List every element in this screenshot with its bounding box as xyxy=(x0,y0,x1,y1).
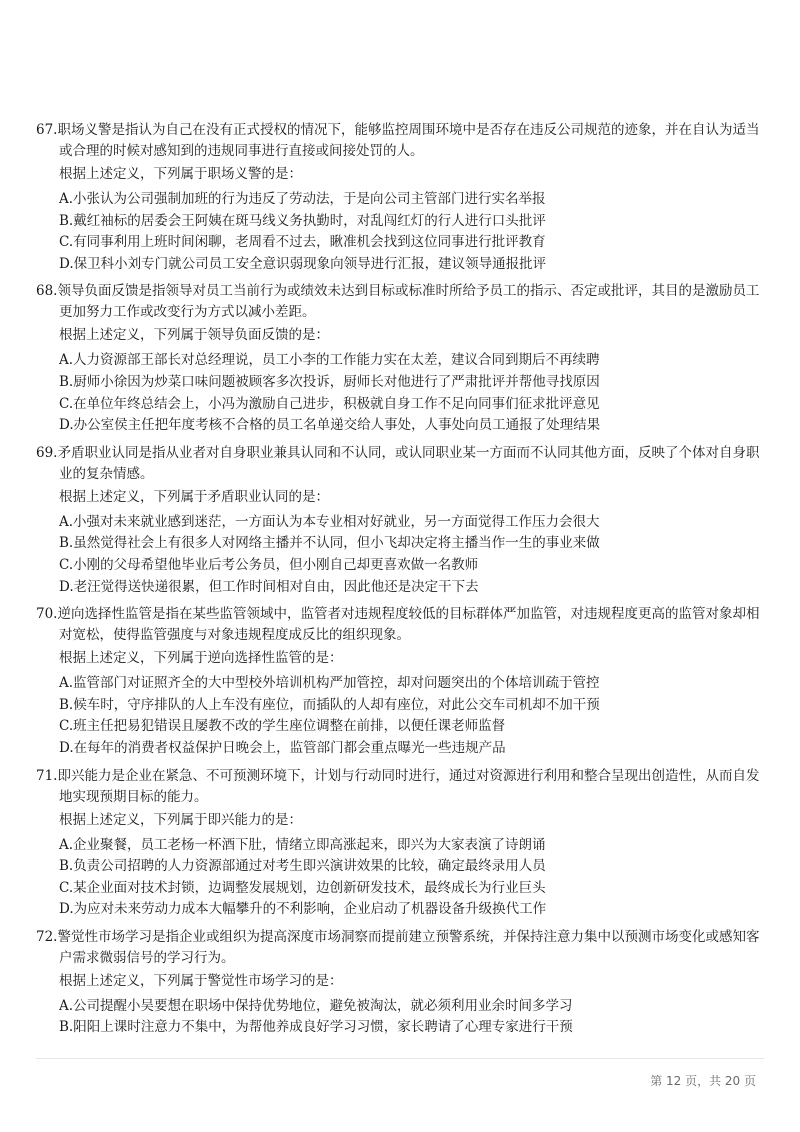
option-b: B.负责公司招聘的人力资源部通过对考生即兴演讲效果的比较，确定最终录用人员 xyxy=(59,858,546,875)
option-b: B.厨师小徐因为炒菜口味问题被顾客多次投诉，厨师长对他进行了严肃批评并帮他寻找原因 xyxy=(59,373,600,390)
page-number: 第 12 页，共 20 页 xyxy=(650,1074,756,1088)
option-d: D.为应对未来劳动力成本大幅攀升的不利影响，企业启动了机器设备升级换代工作 xyxy=(59,901,547,918)
option-b: B.戴红袖标的居委会王阿姨在斑马线义务执勤时，对乱闯红灯的行人进行口头批评 xyxy=(59,212,546,229)
option-a: A.公司提醒小吴要想在职场中保持优势地位，避免被淘汰，就必须利用业余时间多学习 xyxy=(59,997,573,1014)
option-c: C.在单位年终总结会上，小冯为激励自己进步，积极就自身工作不足向同事们征求批评意见 xyxy=(59,395,600,412)
question-stem: 67.职场义警是指认为自己在没有正式授权的情况下，能够监控周围环境中是否存在违反公司规范的迹象，并在自认为适当或合理的时候对感知到的违规同事进行直接或间接处罚的人。 xyxy=(36,122,760,159)
option-a: A.人力资源部王部长对总经理说，员工小李的工作能力实在太差，建议合同到期后不再续聘 xyxy=(59,352,600,369)
question-68 xyxy=(36,281,764,436)
option-a: A.小强对未来就业感到迷茫，一方面认为本专业相对好就业，另一方面觉得工作压力会很大 xyxy=(59,513,600,530)
option-b: B.阳阳上课时注意力不集中，为帮他养成良好学习习惯，家长聘请了心理专家进行干预 xyxy=(59,1019,573,1036)
question-72 xyxy=(36,927,764,1039)
question-67 xyxy=(36,120,764,275)
question-prompt: 根据上述定义，下列属于逆向选择性监管的是： xyxy=(59,650,343,667)
question-list xyxy=(36,120,764,1045)
question-stem: 69.矛盾职业认同是指从业者对自身职业兼具认同和不认同，或认同职业某一方面而不认同其他方面，反映了个体对自身职业的复杂情感。 xyxy=(36,444,760,482)
question-69 xyxy=(36,443,764,598)
option-c: C.有同事利用上班时间闲聊，老周看不过去，瞅准机会找到这位同事进行批评教育 xyxy=(59,234,546,251)
question-70 xyxy=(36,604,764,759)
option-b: B.虽然觉得社会上有很多人对网络主播并不认同，但小飞却决定将主播当作一生的事业来做 xyxy=(59,535,600,552)
question-prompt: 根据上述定义，下列属于即兴能力的是： xyxy=(59,811,302,828)
question-prompt: 根据上述定义，下列属于领导负面反馈的是： xyxy=(59,327,329,344)
option-b: B.候车时，守序排队的人上车没有座位，而插队的人却有座位，对此公交车司机却不加干预 xyxy=(59,696,600,713)
question-prompt: 根据上述定义，下列属于职场义警的是： xyxy=(59,166,302,182)
option-d: D.在每年的消费者权益保护日晚会上，监管部门都会重点曝光一些违规产品 xyxy=(59,739,506,756)
option-a: A.监管部门对证照齐全的大中型校外培训机构严加管控，却对问题突出的个体培训疏于管控 xyxy=(59,675,600,692)
question-stem: 71.即兴能力是企业在紧急、不可预测环境下，计划与行动同时进行，通过对资源进行利用和整合呈现出创造性，从而自发地实现预期目标的能力。 xyxy=(36,767,760,805)
option-a: A.企业聚餐，员工老杨一杯酒下肚，情绪立即高涨起来，即兴为大家表演了诗朗诵 xyxy=(59,836,546,853)
option-c: C.小刚的父母希望他毕业后考公务员，但小刚自己却更喜欢做一名教师 xyxy=(59,556,479,573)
option-d: D.保卫科小刘专门就公司员工安全意识弱现象向领导进行汇报，建议领导通报批评 xyxy=(59,255,547,272)
option-c: C.某企业面对技术封锁，边调整发展规划，边创新研发技术，最终成长为行业巨头 xyxy=(59,879,546,896)
question-prompt: 根据上述定义，下列属于警觉性市场学习的是： xyxy=(59,972,343,989)
option-a: A.小张认为公司强制加班的行为违反了劳动法，于是向公司主管部门进行实名举报 xyxy=(59,191,546,207)
option-d: D.办公室侯主任把年度考核不合格的员工名单递交给人事处，人事处向员工通报了处理结果 xyxy=(59,417,601,434)
option-c: C.班主任把易犯错误且屡教不改的学生座位调整在前排，以便任课老师监督 xyxy=(59,718,506,735)
question-stem: 72.警觉性市场学习是指企业或组织为提高深度市场洞察而提前建立预警系统，并保持注意力集中以预测市场变化或感知客户需求微弱信号的学习行为。 xyxy=(36,928,760,966)
footer-divider xyxy=(36,1058,764,1059)
question-prompt: 根据上述定义，下列属于矛盾职业认同的是： xyxy=(59,488,329,505)
question-71 xyxy=(36,766,764,921)
option-d: D.老汪觉得送快递很累，但工作时间相对自由，因此他还是决定干下去 xyxy=(59,578,479,595)
question-stem: 68.领导负面反馈是指领导对员工当前行为或绩效未达到目标或标准时所给予员工的指示、否定或批评，其目的是激励员工更加努力工作或改变行为方式以减小差距。 xyxy=(36,283,760,321)
question-stem: 70.逆向选择性监管是指在某些监管领域中，监管者对违规程度较低的目标群体严加监管，对违规程度更高的监管对象却相对宽松，使得监管强度与对象违规程度成反比的组织现象。 xyxy=(36,606,760,644)
